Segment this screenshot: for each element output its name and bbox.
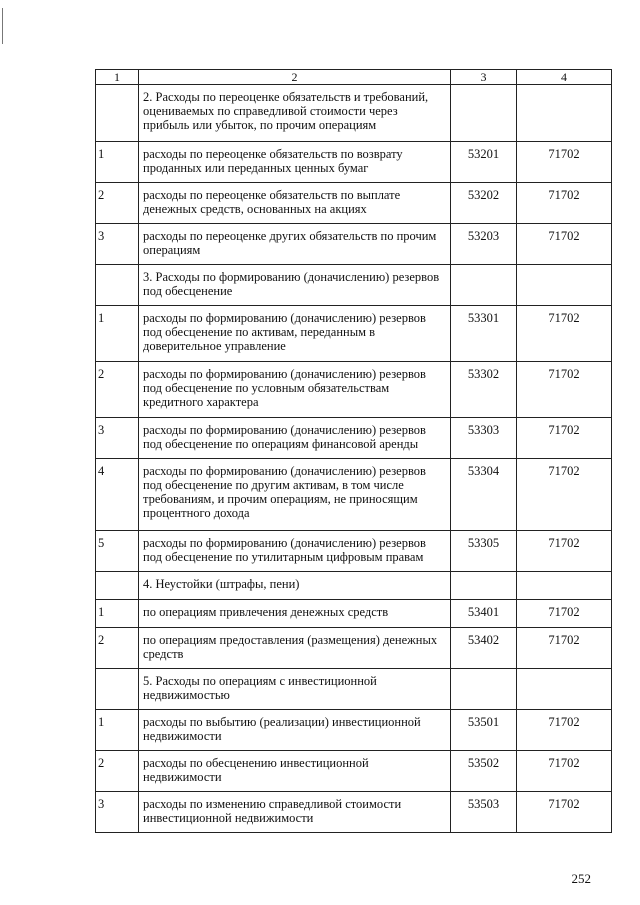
row-symbol-code: 53203 — [451, 224, 517, 265]
row-description: расходы по формированию (доначислению) резервов под обесценение по условным обязательствам кредитного характера — [139, 362, 451, 418]
row-account-number: 71702 — [517, 628, 612, 669]
row-number: 1 — [96, 600, 139, 628]
row-symbol-code — [451, 572, 517, 600]
row-number: 2 — [96, 183, 139, 224]
row-account-number: 71702 — [517, 600, 612, 628]
table-row — [96, 224, 612, 265]
row-number: 2 — [96, 751, 139, 792]
row-account-number: 71702 — [517, 792, 612, 833]
table-header-row — [96, 70, 612, 85]
table-row — [96, 183, 612, 224]
row-account-number: 71702 — [517, 224, 612, 265]
row-number — [96, 572, 139, 600]
header-col-2: 2 — [139, 70, 451, 85]
row-symbol-code: 53201 — [451, 142, 517, 183]
header-col-3: 3 — [451, 70, 517, 85]
table-row — [96, 751, 612, 792]
table-row — [96, 85, 612, 142]
row-number: 1 — [96, 142, 139, 183]
row-account-number: 71702 — [517, 183, 612, 224]
row-description: 3. Расходы по формированию (доначислению) резервов под обесценение — [139, 265, 451, 306]
row-description: расходы по переоценке обязательств по выплате денежных средств, основанных на акциях — [139, 183, 451, 224]
row-account-number — [517, 265, 612, 306]
row-number — [96, 85, 139, 142]
row-symbol-code: 53303 — [451, 418, 517, 459]
row-description: по операциям предоставления (размещения) денежных средств — [139, 628, 451, 669]
table-row — [96, 265, 612, 306]
table-row — [96, 531, 612, 572]
row-description: 5. Расходы по операциям с инвестиционной недвижимостью — [139, 669, 451, 710]
table-row — [96, 459, 612, 531]
row-symbol-code — [451, 669, 517, 710]
accounts-table — [95, 69, 612, 833]
row-symbol-code: 53302 — [451, 362, 517, 418]
table-row — [96, 710, 612, 751]
row-number: 3 — [96, 418, 139, 459]
row-symbol-code: 53305 — [451, 531, 517, 572]
row-symbol-code — [451, 265, 517, 306]
row-number: 2 — [96, 628, 139, 669]
row-description: расходы по изменению справедливой стоимости инвестиционной недвижимости — [139, 792, 451, 833]
row-symbol-code — [451, 85, 517, 142]
row-account-number: 71702 — [517, 142, 612, 183]
row-description: расходы по формированию (доначислению) резервов под обесценение по другим активам, в том числе требованиям, и прочим операциям, не приносящим процентного дохода — [139, 459, 451, 531]
row-symbol-code: 53401 — [451, 600, 517, 628]
row-description: по операциям привлечения денежных средств — [139, 600, 451, 628]
page-number: 252 — [571, 871, 591, 886]
row-number: 1 — [96, 710, 139, 751]
row-description: 2. Расходы по переоценке обязательств и требований, оцениваемых по справедливой стоимости через прибыль или убыток, по прочим операциям — [139, 85, 451, 142]
table-row — [96, 142, 612, 183]
row-symbol-code: 53304 — [451, 459, 517, 531]
row-account-number — [517, 572, 612, 600]
row-number: 1 — [96, 306, 139, 362]
row-account-number: 71702 — [517, 531, 612, 572]
row-number: 5 — [96, 531, 139, 572]
table-row — [96, 669, 612, 710]
row-account-number: 71702 — [517, 459, 612, 531]
table-row — [96, 572, 612, 600]
row-account-number: 71702 — [517, 710, 612, 751]
row-number: 3 — [96, 224, 139, 265]
row-description: расходы по обесценению инвестиционной недвижимости — [139, 751, 451, 792]
row-number: 2 — [96, 362, 139, 418]
table-row — [96, 600, 612, 628]
row-account-number — [517, 669, 612, 710]
row-description: расходы по формированию (доначислению) резервов под обесценение по операциям финансовой аренды — [139, 418, 451, 459]
table-row — [96, 306, 612, 362]
row-account-number: 71702 — [517, 418, 612, 459]
table-row — [96, 628, 612, 669]
row-number — [96, 669, 139, 710]
header-col-1: 1 — [96, 70, 139, 85]
row-description: расходы по формированию (доначислению) резервов под обесценение по утилитарным цифровым правам — [139, 531, 451, 572]
row-number — [96, 265, 139, 306]
row-description: расходы по выбытию (реализации) инвестиционной недвижимости — [139, 710, 451, 751]
table-row — [96, 362, 612, 418]
row-description: 4. Неустойки (штрафы, пени) — [139, 572, 451, 600]
table-row — [96, 792, 612, 833]
row-number: 3 — [96, 792, 139, 833]
row-symbol-code: 53501 — [451, 710, 517, 751]
row-description: расходы по переоценке обязательств по возврату проданных или переданных ценных бумаг — [139, 142, 451, 183]
row-description: расходы по переоценке других обязательств по прочим операциям — [139, 224, 451, 265]
scan-edge-mark — [2, 8, 3, 44]
row-symbol-code: 53502 — [451, 751, 517, 792]
header-col-4: 4 — [517, 70, 612, 85]
row-symbol-code: 53202 — [451, 183, 517, 224]
row-account-number — [517, 85, 612, 142]
row-description: расходы по формированию (доначислению) резервов под обесценение по активам, переданным в доверительное управление — [139, 306, 451, 362]
row-number: 4 — [96, 459, 139, 531]
table-row — [96, 418, 612, 459]
row-symbol-code: 53301 — [451, 306, 517, 362]
row-symbol-code: 53402 — [451, 628, 517, 669]
row-symbol-code: 53503 — [451, 792, 517, 833]
row-account-number: 71702 — [517, 306, 612, 362]
row-account-number: 71702 — [517, 362, 612, 418]
row-account-number: 71702 — [517, 751, 612, 792]
